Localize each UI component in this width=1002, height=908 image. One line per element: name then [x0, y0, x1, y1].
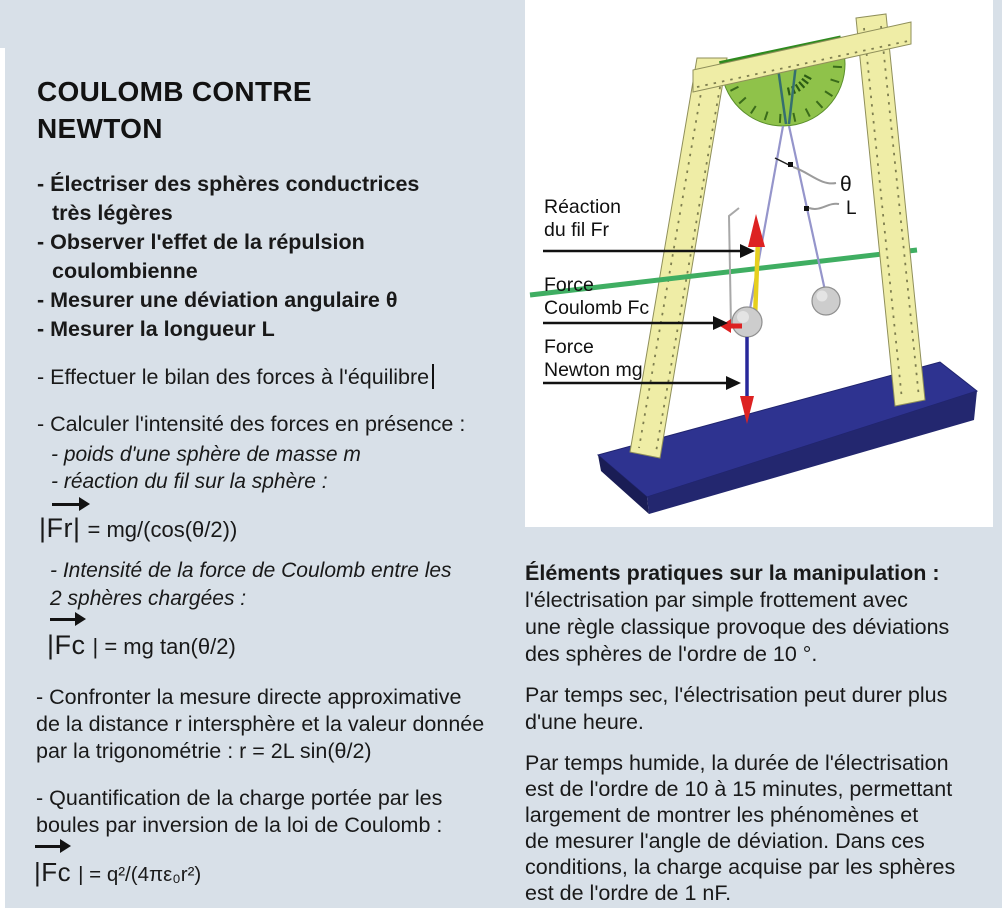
paragraph-line: d'une heure.	[525, 710, 644, 734]
objective-line: - Observer l'effet de la répulsion	[37, 230, 365, 254]
objective-line: - Mesurer une déviation angulaire θ	[37, 288, 398, 312]
newton-label-line: Newton mg	[544, 359, 643, 381]
sphere-left	[732, 307, 762, 337]
apparatus-illustration	[525, 0, 993, 527]
paragraph-line: une règle classique provoque des déviations	[525, 615, 950, 639]
step-calculer: - Calculer l'intensité des forces en présence :	[37, 412, 466, 436]
step-line: - Confronter la mesure directe approximative	[36, 685, 462, 709]
paragraph-electrisation	[525, 587, 991, 668]
reaction-label-line: du fil Fr	[544, 219, 610, 241]
paragraph-line: Par temps humide, la durée de l'électrisation	[525, 751, 949, 775]
sub-step-line: 2 sphères chargées :	[50, 587, 247, 610]
frame-left-leg	[630, 58, 727, 458]
thread-left	[748, 126, 783, 320]
sub-step-intensite	[50, 557, 452, 613]
step-quantification	[36, 785, 442, 839]
paragraph-line: Par temps sec, l'électrisation peut durer plus	[525, 683, 948, 707]
paragraph-line: des sphères de l'ordre de 10 °.	[525, 642, 818, 666]
sub-step-poids: - poids d'une sphère de masse m	[51, 443, 361, 466]
formula-fc-q-rhs: | = q²/(4πε₀r²)	[78, 863, 202, 886]
marker-rod	[755, 240, 758, 318]
practical-notes-heading: Éléments pratiques sur la manipulation :	[525, 561, 940, 585]
paragraph-line: est de l'ordre de 10 à 15 minutes, permettant	[525, 777, 953, 801]
theta-label: θ	[840, 173, 852, 196]
formula-fc-q	[34, 857, 201, 888]
vector-arrow-icon	[35, 845, 61, 848]
step-effectuer-text: - Effectuer le bilan des forces à l'équilibre	[37, 365, 430, 389]
paragraph-line: est de l'ordre de 1 nF.	[525, 881, 732, 905]
paragraph-line: de mesurer l'angle de déviation. Dans ces	[525, 829, 925, 853]
formula-fr-rhs: = mg/(cos(θ/2))	[87, 517, 238, 542]
sub-steps	[51, 441, 361, 495]
formula-fc-tan-rhs: | = mg tan(θ/2)	[92, 634, 236, 659]
newton-label-line: Force	[544, 336, 594, 358]
page-title	[37, 73, 312, 147]
sphere-right	[812, 287, 840, 315]
formula-fc-tan	[47, 630, 236, 661]
figure-panel	[525, 0, 993, 527]
page-edge-strip	[0, 48, 5, 908]
vector-arrow-icon	[50, 618, 76, 621]
coulomb-label-line: Coulomb Fc	[544, 297, 650, 319]
formula-fr	[39, 513, 237, 544]
vector-arrow-icon	[52, 503, 80, 506]
reaction-label-line: Réaction	[544, 196, 621, 218]
formula-fr-lhs: |Fr|	[39, 513, 81, 543]
formula-fc-q-lhs: |Fc	[34, 857, 72, 887]
reaction-force-arrow	[748, 214, 765, 247]
step-effectuer	[37, 364, 434, 391]
text-cursor	[432, 364, 434, 389]
step-line: boules par inversion de la loi de Coulomb :	[36, 813, 443, 837]
sub-step-line: - Intensité de la force de Coulomb entre les	[50, 559, 452, 582]
frame-right-leg	[856, 14, 925, 406]
objectives-list	[37, 170, 419, 344]
objective-line: - Électriser des sphères conductrices	[37, 172, 420, 196]
formula-fc-tan-lhs: |Fc	[47, 630, 86, 660]
step-line: de la distance r intersphère et la valeur donnée	[36, 712, 485, 736]
page-title-line: NEWTON	[37, 113, 163, 144]
length-label: L	[846, 198, 857, 219]
coulomb-label-line: Force	[544, 274, 594, 296]
objective-line: - Mesurer la longueur L	[37, 317, 275, 341]
paragraph-temps-humide	[525, 750, 991, 906]
practical-notes	[525, 560, 991, 906]
reaction-callout-arrow	[543, 244, 755, 258]
paragraph-line: l'électrisation par simple frottement avec	[525, 588, 908, 612]
step-line: par la trigonométrie : r = 2L sin(θ/2)	[36, 739, 372, 763]
sub-step-reaction: - réaction du fil sur la sphère :	[51, 470, 328, 493]
objective-line: coulombienne	[52, 259, 198, 283]
support-hook	[729, 208, 739, 326]
objective-line: très légères	[52, 201, 173, 225]
angle-annotations	[775, 158, 839, 211]
step-line: - Quantification de la charge portée par les	[36, 786, 443, 810]
paragraph-line: conditions, la charge acquise par les sphères	[525, 855, 956, 879]
page-title-line: COULOMB CONTRE	[37, 76, 312, 107]
paragraph-temps-sec	[525, 682, 991, 736]
paragraph-line: largement de montrer les phénomènes et	[525, 803, 919, 827]
step-confronter	[36, 684, 484, 765]
newton-force-arrow	[740, 337, 754, 424]
